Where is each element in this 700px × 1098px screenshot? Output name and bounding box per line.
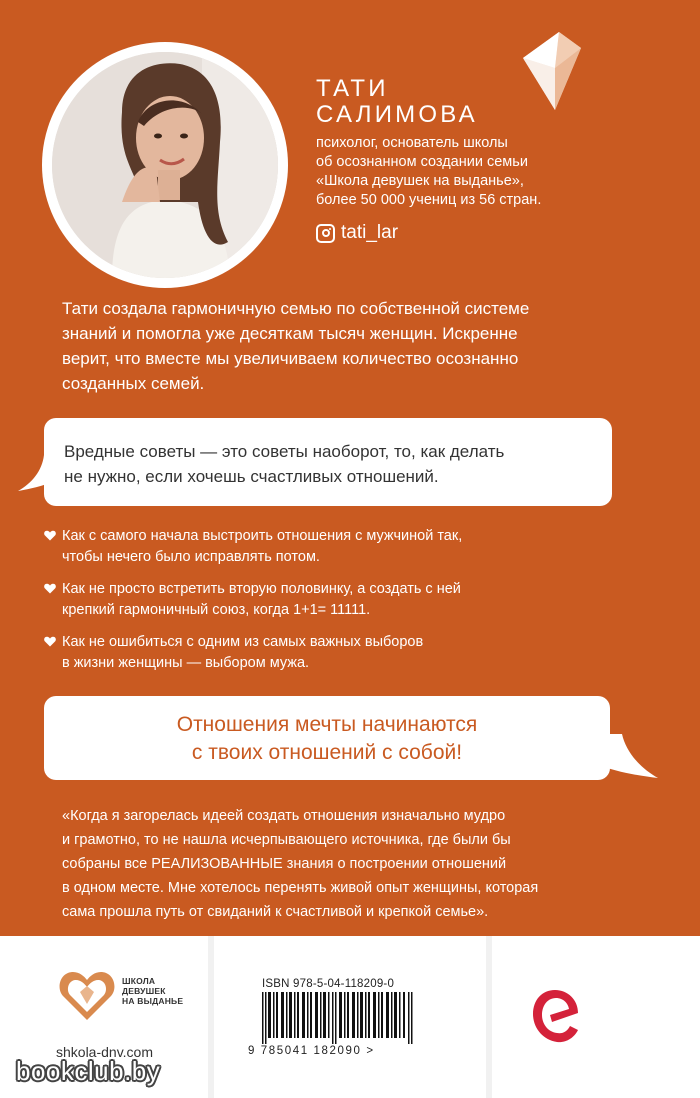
isbn-label: ISBN 978-5-04-118209-0 xyxy=(262,978,395,990)
quote-line: «Когда я загорелась идеей создать отношения изначально мудро xyxy=(62,808,506,824)
author-photo-frame xyxy=(42,42,288,288)
bubble-line: не нужно, если хочешь счастливых отношений. xyxy=(64,467,439,486)
heart-icon xyxy=(44,636,56,647)
school-name-line: НА ВЫДАНЬЕ xyxy=(122,996,184,1006)
list-item-text: Как не просто встретить вторую половинку, а создать с ней xyxy=(62,581,461,597)
school-website-link[interactable]: shkola-dnv.com xyxy=(56,1044,154,1060)
author-name xyxy=(316,76,478,128)
quote-line: собраны все РЕАЛИЗОВАННЫЕ знания о построении отношений xyxy=(62,856,507,872)
list-item xyxy=(44,526,644,568)
heart-icon xyxy=(44,530,56,541)
list-item-text: Как с самого начала выстроить отношения с мужчиной так, xyxy=(62,528,463,544)
diamond-icon xyxy=(515,28,585,114)
bubble-line: Вредные советы — это советы наоборот, то, как делать xyxy=(64,442,505,461)
author-bio-line: психолог, основатель школы xyxy=(316,135,508,151)
author-bio xyxy=(316,134,576,210)
instagram-icon xyxy=(316,224,335,243)
barcode xyxy=(262,992,416,1044)
list-item xyxy=(44,632,644,674)
school-name xyxy=(122,976,183,1006)
list-item-text: крепкий гармоничный союз, когда 1+1= 11111. xyxy=(62,602,371,618)
watermark: bookclub.by xyxy=(16,1056,161,1086)
instagram-handle[interactable] xyxy=(316,222,398,244)
about-line: верит, что вместе мы увеличиваем количество осознанно xyxy=(62,349,519,368)
author-last-name: САЛИМОВА xyxy=(316,101,478,128)
benefits-list xyxy=(44,526,644,685)
author-bio-line: более 50 000 учениц из 56 стран. xyxy=(316,192,542,208)
author-first-name: ТАТИ xyxy=(316,75,389,102)
author-about xyxy=(62,296,662,396)
quote-line: сама прошла путь от свиданий к счастливой и крепкой семье». xyxy=(62,904,489,920)
slogan-line: Отношения мечты начинаются xyxy=(176,713,478,736)
about-line: созданных семей. xyxy=(62,374,205,393)
author-bio-line: «Школа девушек на выданье», xyxy=(316,173,524,189)
about-line: знаний и помогла уже десяткам тысяч женщин. Искренне xyxy=(62,324,518,343)
heart-icon xyxy=(44,583,56,594)
list-item-text: чтобы нечего было исправлять потом. xyxy=(62,549,320,565)
speech-bubble-harmful-advice xyxy=(44,418,612,506)
barcode-digits: 9 785041 182090 > xyxy=(248,1045,375,1057)
list-item-text: в жизни женщины — выбором мужа. xyxy=(62,655,310,671)
eksmo-logo-icon xyxy=(530,988,580,1044)
quote-line: в одном месте. Мне хотелось перенять живой опыт женщины, которая xyxy=(62,880,539,896)
speech-bubble-slogan xyxy=(44,696,610,780)
author-portrait-illustration xyxy=(52,52,278,278)
instagram-username: tati_lar xyxy=(341,222,399,243)
about-line: Тати создала гармоничную семью по собственной системе xyxy=(62,299,530,318)
list-item xyxy=(44,579,644,621)
school-heart-logo-icon xyxy=(58,970,116,1022)
list-item-text: Как не ошибиться с одним из самых важных выборов xyxy=(62,634,424,650)
school-name-line: ДЕВУШЕК xyxy=(122,986,166,996)
publisher-panel xyxy=(492,936,700,1098)
author-photo xyxy=(52,52,278,278)
quote-line: и грамотно, то не нашла исчерпывающего источника, где были бы xyxy=(62,832,511,848)
slogan-line: с твоих отношений с собой! xyxy=(191,741,463,764)
school-name-line: ШКОЛА xyxy=(122,976,156,986)
author-bio-line: об осознанном создании семьи xyxy=(316,154,528,170)
author-quote xyxy=(62,804,662,924)
